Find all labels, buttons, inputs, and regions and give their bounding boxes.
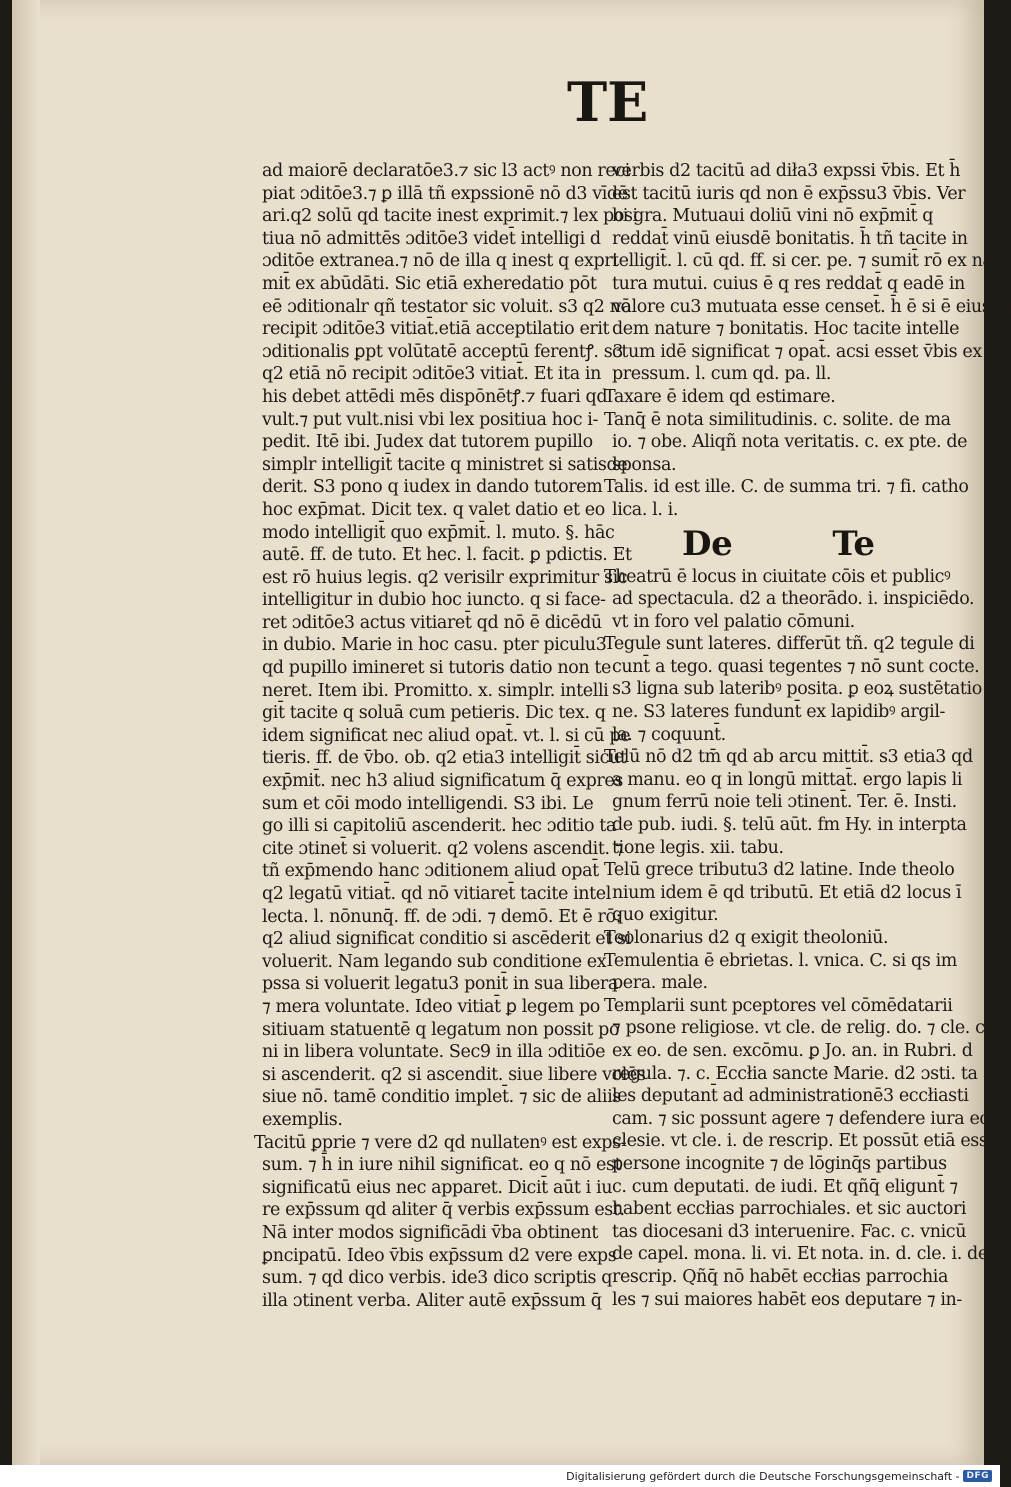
left-column-line: Tacitū ꝑprie ⁊ vere d2 qd nullatenꝰ est exps- [254, 1132, 627, 1153]
left-column-line: vult.⁊ put vult.nisi vbi lex positiua hoc i- [262, 409, 598, 430]
left-column-line: sum. ⁊ qd dico verbis. ide3 dico scriptis q [262, 1268, 613, 1289]
right-column-bottom-line: de capel. mona. li. vi. Et nota. in. d. cle. i. de [612, 1244, 988, 1265]
right-column-bottom-line: Temulentia ē ebrietas. l. vnica. C. si qs im [604, 950, 957, 971]
left-column-line: simplr intelligit̄ tacite q ministret si satisde [262, 454, 628, 475]
right-column-top-line: ctum idē significat ⁊ opat̄. acsi esset v̄bis ex [612, 341, 982, 362]
left-column-line: ɔditionalis ꝑpt volūtatē acceptū ferentꝭ. s3 [262, 341, 624, 362]
right-column-top-line: Talis. id est ille. C. de summa tri. ⁊ fi. catho [604, 477, 969, 498]
right-column-bottom-line: tas diocesani d3 interuenire. Fac. c. vnicū [612, 1221, 967, 1242]
right-column-top-line: dem nature ⁊ bonitatis. Hoc tacite intelle [612, 319, 960, 340]
left-column-line: ⁊ mera voluntate. Ideo vitiat̄ ꝑ legem po [262, 996, 600, 1017]
right-column-bottom-line: habent eccłias parrochiales. et sic auctori [612, 1199, 967, 1220]
right-column-top-line: pressum. l. cum qd. pa. ll. [612, 364, 832, 385]
right-column-bottom-line: ⁊ psone religiose. vt cle. de relig. do. ⁊ cle. cū [612, 1018, 996, 1039]
book-page [12, 0, 1011, 1465]
right-column-bottom-line: de pub. iudi. §. telū aūt. fm Hy. in interpta [612, 815, 967, 836]
right-column-bottom-line: s3 ligna sub lateribꝰ posita. ꝑ eoꝝ sustētatio [612, 679, 982, 700]
left-column-line: tieris. ff. de v̄bo. ob. q2 etia3 intelligit̄ sicut [262, 748, 627, 769]
right-column-bottom-line: clesie. vt cle. i. de rescrip. Et possūt etiā esse [612, 1131, 998, 1152]
left-column-line: re exp̄ssum qd aliter q̄ verbis exp̄ssum est. [262, 1200, 625, 1221]
left-column-line: hoc exp̄mat. Dicit tex. q valet datio et eo [262, 499, 605, 520]
right-column-bottom-line: a manu. eo q in longū mittat̄. ergo lapis li [612, 769, 963, 790]
right-column-bottom-line: pera. male. [612, 973, 708, 994]
right-column-bottom-line: vt in foro vel palatio cōmuni. [612, 611, 855, 632]
section-heading-te: Te [832, 523, 875, 564]
right-column-top-line: lica. l. i. [612, 499, 679, 520]
left-column-line: illa ɔtinent verba. Aliter autē exp̄ssum q̄ [262, 1290, 602, 1311]
right-column-top-line: verbis d2 tacitū ad diła3 expssi v̄bis. Et h̄ [612, 161, 961, 181]
right-column [604, 160, 1011, 1311]
right-column-bottom-line: Telū grece tributu3 d2 latine. Inde theolo [604, 860, 955, 881]
right-column-bottom-line: c. cum deputati. de iudi. Et qñq̄ eligunt̄ ⁊ [612, 1176, 958, 1197]
left-column-line: derit. S3 pono q iudex in dando tutorem [262, 477, 603, 498]
right-column-bottom-line: Tegule sunt lateres. differūt tñ. q2 tegule di [604, 634, 975, 655]
right-column-top-line: bi gra. Mutuaui doliū vini nō exp̄mit̄ q [612, 206, 934, 227]
left-column-line: significatū eius nec apparet. Dicit̄ aūt i iu [262, 1177, 613, 1198]
right-column-bottom-line: Templarii sunt pceptores vel cōmēdatarii [604, 995, 953, 1016]
right-column-top-line: io. ⁊ obe. Aliqñ nota veritatis. c. ex pte. de [612, 432, 968, 453]
left-column-line: siue nō. tamē conditio implet̄. ⁊ sic de aliis [262, 1087, 621, 1108]
left-column-line: eē ɔditionalr qñ testator sic voluit. s3 q2 nō [262, 296, 631, 317]
left-column-line: ɔditōe extranea.⁊ nō de illa q inest q expri [262, 251, 618, 272]
left-column-line: exemplis. [262, 1109, 343, 1130]
section-heading-de: De [682, 523, 733, 564]
right-column-bottom-line: cunt̄ a tego. quasi tegentes ⁊ nō sunt cocte. [612, 656, 980, 677]
right-column-bottom-line: Telū nō d2 tm̄ qd ab arcu mittit̄. s3 etia3 qd [604, 747, 973, 768]
right-column-top-line: Tanq̄ ē nota similitudinis. c. solite. de ma [604, 409, 951, 430]
dfg-logo: DFG [963, 1470, 992, 1482]
right-column-top-line: valore cu3 mutuata esse censet̄. h̄ ē si ē eiusdē [612, 296, 1011, 317]
left-column-line: qd pupillo imineret si tutoris datio non te [262, 658, 611, 679]
digitization-credit-bar [0, 1465, 1000, 1487]
right-column-bottom-line: quo exigitur. [612, 905, 719, 926]
left-column-line: ret ɔditōe3 actus vitiaret̄ qd nō ē dicēdū [262, 612, 602, 633]
left-column-line: piat ɔditōe3.⁊ ꝑ illā tñ expssionē nō d3 vīdē [262, 183, 628, 204]
right-column-bottom-line: regula. ⁊. c. Eccłia sancte Marie. d2 ɔsti. ta [612, 1063, 978, 1084]
left-column-line: autē. ff. de tuto. Et hec. l. facit. ꝑ pdictis. Et [262, 545, 632, 566]
left-column-line: his debet attēdi mēs dispōnētꝭ.⁊ fuari qd [262, 386, 608, 407]
right-column-bottom-line: les deputant̄ ad administrationē3 eccłiasti [612, 1086, 969, 1107]
right-column-bottom-line: rescrip. Qñq̄ nō habēt eccłias parrochia [612, 1266, 949, 1287]
left-column-line: lecta. l. nōnunq̄. ff. de ɔdi. ⁊ demō. Et ē rō: [262, 906, 622, 927]
right-column-bottom-line: cam. ⁊ sic possunt agere ⁊ defendere iura ec [612, 1108, 989, 1129]
right-column-bottom-line: ad spectacula. d2 a theorādo. i. inspiciēdo. [612, 589, 975, 610]
left-column-line: ꝑncipatū. Ideo v̄bis exp̄ssum d2 vere exps [262, 1245, 617, 1266]
left-column-line: pedit. Itē ibi. Judex dat tutorem pupillo [262, 432, 593, 453]
left-column-line: sum. ⁊ h̄ in iure nihil significat. eo q nō est [262, 1155, 622, 1176]
left-column-line: tñ exp̄mendo hanc ɔditionem aliud opat̄ [262, 861, 599, 882]
left-column-line: ad maiorē declaratōe3.⁊ sic l3 actꝰ non reci [262, 161, 630, 181]
left-column-line: sum et cōi modo intelligendi. S3 ibi. Le [262, 793, 594, 814]
right-column-bottom-line: tione legis. xii. tabu. [612, 837, 784, 858]
left-column-line: mit̄ ex abūdāti. Sic etiā exheredatio pōt [262, 273, 597, 294]
left-column-line: q2 etiā nō recipit ɔditōe3 vitiat̄. Et ita in [262, 364, 601, 385]
left-column-line: q2 legatū vitiat̄. qd nō vitiaret̄ tacite intel [262, 884, 611, 904]
right-column-top-line: telligit̄. l. cū qd. ff. si cer. pe. ⁊ sumit̄ rō ex na [612, 251, 993, 272]
left-column-line: exp̄mit̄. nec h3 aliud significatum q̄ expres [262, 771, 623, 792]
left-column-line: ari.q2 solū qd tacite inest exprimit.⁊ lex posi [262, 206, 638, 227]
right-column-top-block [604, 160, 1011, 522]
right-column-bottom-block [604, 566, 998, 1312]
left-column-line: cite ɔtinet̄ si voluerit. q2 volens ascendit. ⁊ [262, 838, 624, 859]
left-column-line: tiua nō admittēs ɔditōe3 videt̄ intelligi d [262, 228, 601, 249]
page-gutter-shadow [12, 0, 40, 1465]
right-column-bottom-line: les ⁊ sui maiores habēt eos deputare ⁊ in- [612, 1289, 962, 1310]
right-column-bottom-line: Teolonarius d2 q exigit theoloniū. [604, 928, 889, 948]
right-column-bottom-line: Theatrū ē locus in ciuitate cōis et publicꝰ [604, 566, 951, 587]
right-column-top-line: tura mutui. cuius ē q res reddat̄ q eadē in [612, 273, 965, 294]
left-column-line: q2 aliud significat conditio si ascēderit et si [262, 929, 631, 950]
left-column-line: recipit ɔditōe3 vitiat̄.etiā acceptilatio erit [262, 319, 610, 340]
footer-credit-text: Digitalisierung gefördert durch die Deutsche Forschungsgemeinschaft - [566, 1469, 960, 1483]
right-column-top-line: reddat̄ vinū eiusdē bonitatis. h̄ tñ tacite in [612, 228, 968, 249]
left-column-line: modo intelligit̄ quo exp̄mit̄. l. muto. §. hāc [262, 522, 615, 543]
right-column-top-line: Taxare ē idem qd estimare. [604, 386, 836, 407]
right-column-bottom-line: persone incognite ⁊ de lōginq̄s partibus [612, 1153, 947, 1174]
left-column-line: Nā inter modos significādi v̄ba obtinent [262, 1222, 599, 1243]
left-column-line: ni in libera voluntate. Sec9 in illa ɔditiōe [262, 1042, 606, 1063]
right-column-bottom-line: ex eo. de sen. excōmu. ꝑ Jo. an. in Rubri. d [612, 1040, 973, 1061]
right-column-bottom-line: nium idem ē qd tributū. Et etiā d2 locus ī [612, 882, 962, 903]
left-column-line: idem significat nec aliud opat̄. vt. l. si cū pe [262, 725, 631, 746]
left-column-line: voluerit. Nam legando sub conditione ex [262, 951, 607, 972]
left-column-line: intelligitur in dubio hoc iuncto. q si face- [262, 590, 606, 611]
left-column-line: go illi si capitoliū ascenderit. hec ɔditio ta [262, 816, 616, 837]
right-column-bottom-line: ne. S3 lateres fundunt̄ ex lapidibꝰ argil- [612, 702, 946, 723]
right-column-bottom-line: gnum ferrū noie teli ɔtinent̄. Ter. ē. Insti. [612, 792, 957, 813]
running-head: TE [567, 70, 649, 134]
left-column-line: pssa si voluerit legatu3 ponit̄ in sua libera [262, 974, 618, 995]
left-column-line: si ascenderit. q2 si ascendit. siue libere volēs [262, 1064, 646, 1085]
left-column-line: git̄ tacite q soluā cum petieris. Dic tex. q [262, 703, 606, 724]
right-column-top-line: sponsa. [612, 454, 677, 475]
left-column-line: neret. Item ibi. Promitto. x. simplr. intelli [262, 680, 609, 701]
right-column-top-line: est tacitū iuris qd non ē exp̄ssu3 v̄bis. Ver [612, 183, 966, 204]
right-column-bottom-line: la. ⁊ coquunt̄. [612, 724, 726, 745]
left-column-line: in dubio. Marie in hoc casu. pter piculu3 [262, 635, 607, 656]
section-heading [612, 522, 977, 566]
left-column-line: sitiuam statuentē q legatum non possit po [262, 1019, 620, 1040]
left-column-line: est rō huius legis. q2 verisilr exprimitur sic [262, 567, 628, 588]
